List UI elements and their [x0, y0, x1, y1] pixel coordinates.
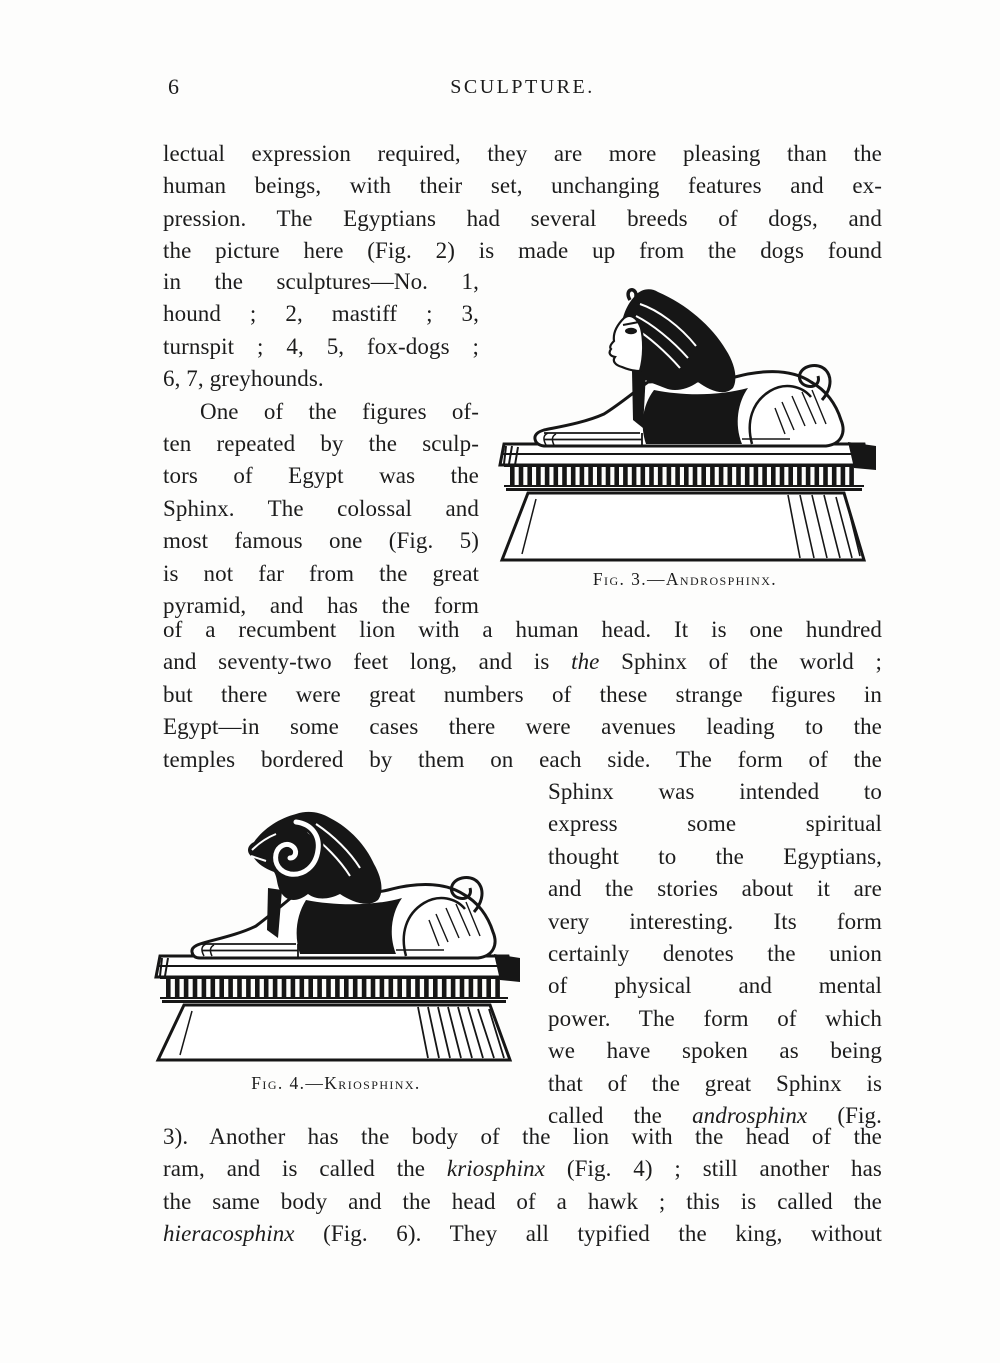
- paragraph-left-column: [163, 266, 479, 622]
- text-line: lectual expression required, they are more pleasing than the: [163, 141, 882, 166]
- page-number: 6: [168, 74, 179, 99]
- figure-kriosphinx: [148, 798, 524, 1094]
- text-line: 3). Another has the body of the lion with the head of the: [163, 1124, 882, 1149]
- text-line: Sphinx was intended to: [548, 779, 882, 804]
- text-line: of physical and mental: [548, 973, 882, 999]
- text-line: called the androsphinx (Fig.: [548, 1103, 882, 1129]
- text-line: very interesting. Its form: [548, 908, 882, 934]
- text-line: the picture here (Fig. 2) is made up from the dogs found: [163, 238, 882, 264]
- paragraph-right-column: [548, 776, 882, 1132]
- text-line: 6, 7, greyhounds.: [163, 366, 324, 392]
- text-line: One of the figures of-: [200, 398, 479, 424]
- text-line: tors of Egypt was the: [163, 463, 479, 489]
- text-line: hound ; 2, mastiff ; 3,: [163, 301, 479, 327]
- paragraph-bottom: [163, 1121, 882, 1251]
- text-line: Egypt—in some cases there were avenues leading to the: [163, 714, 882, 740]
- text-line: and seventy-two feet long, and is the Sphinx of the world ;: [163, 649, 882, 675]
- figure-caption-androsphinx: Fig. 3.—Androsphinx.: [592, 569, 778, 589]
- text-line: the same body and the head of a hawk ; this is called the: [163, 1188, 882, 1214]
- text-line: thought to the Egyptians,: [548, 843, 882, 869]
- text-line: express some spiritual: [548, 811, 882, 837]
- text-line: in the sculptures—No. 1,: [163, 269, 479, 294]
- paragraph-intro: [163, 138, 882, 268]
- text-line: that of the great Sphinx is: [548, 1070, 882, 1096]
- androsphinx-engraving-icon: [490, 284, 880, 566]
- kriosphinx-engraving-icon: [148, 798, 524, 1064]
- text-line: pyramid, and has the form: [163, 593, 479, 619]
- text-line: we have spoken as being: [548, 1038, 882, 1064]
- text-line: pression. The Egyptians had several breeds of dogs, and: [163, 205, 882, 231]
- text-line: ram, and is called the kriosphinx (Fig. 4) ; still another has: [163, 1156, 882, 1182]
- text-line: most famous one (Fig. 5): [163, 528, 479, 554]
- text-line: ten repeated by the sculp-: [163, 431, 479, 457]
- text-line: temples bordered by them on each side. The form of the: [163, 746, 882, 772]
- text-line: is not far from the great: [163, 560, 479, 586]
- paragraph-middle: [163, 614, 882, 776]
- text-line: Sphinx. The colossal and: [163, 495, 479, 521]
- text-line: but there were great numbers of these strange figures in: [163, 681, 882, 707]
- text-line: of a recumbent lion with a human head. It is one hundred: [163, 617, 882, 642]
- text-line: turnspit ; 4, 5, fox-dogs ;: [163, 333, 479, 359]
- text-line: power. The form of which: [548, 1005, 882, 1031]
- text-line: and the stories about it are: [548, 876, 882, 902]
- figure-caption-kriosphinx: Fig. 4.—Kriosphinx.: [251, 1073, 421, 1093]
- running-header: SCULPTURE.: [450, 76, 595, 98]
- text-line: human beings, with their set, unchanging features and ex-: [163, 173, 882, 199]
- text-line: certainly denotes the union: [548, 941, 882, 967]
- text-line: hieracosphinx (Fig. 6). They all typified the king, without: [163, 1221, 882, 1247]
- figure-androsphinx: [490, 284, 880, 590]
